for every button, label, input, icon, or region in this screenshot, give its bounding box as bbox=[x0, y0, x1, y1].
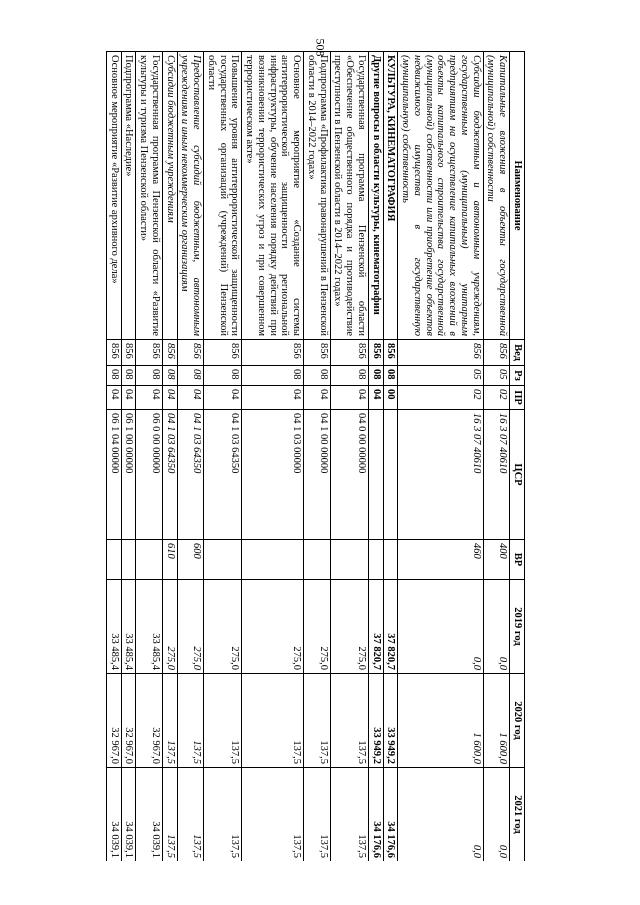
cell-rz: 05 bbox=[398, 366, 483, 386]
cell-y2019: 275,0 bbox=[204, 580, 242, 674]
cell-csr: 06 1 00 00000 bbox=[121, 410, 136, 540]
cell-vr bbox=[242, 540, 304, 580]
cell-pr: 04 bbox=[330, 386, 368, 410]
cell-ved: 856 bbox=[398, 340, 483, 366]
cell-name: Субсидии бюджетным учреждениям bbox=[163, 52, 178, 340]
cell-vr bbox=[107, 540, 122, 580]
cell-y2020: 137,5 bbox=[242, 674, 304, 768]
cell-y2020: 32 967,0 bbox=[107, 674, 122, 768]
cell-vr: 600 bbox=[177, 540, 204, 580]
cell-y2019: 33 485,4 bbox=[121, 580, 136, 674]
cell-name: Подпрограмма «Профилактика правонарушений в Пензенской области в 2014–2022 годах» bbox=[304, 52, 331, 340]
page-number: 508 bbox=[313, 38, 328, 57]
table-header-row bbox=[510, 52, 525, 862]
cell-y2020: 137,5 bbox=[330, 674, 368, 768]
cell-y2021: 137,5 bbox=[242, 768, 304, 862]
cell-csr: 06 0 00 00000 bbox=[136, 410, 163, 540]
cell-y2020: 1 600,0 bbox=[483, 674, 510, 768]
cell-name: Капитальные вложения в объекты государственной (муниципальной) собственности bbox=[483, 52, 510, 340]
cell-pr: 04 bbox=[163, 386, 178, 410]
cell-vr bbox=[121, 540, 136, 580]
cell-y2019: 0,0 bbox=[398, 580, 483, 674]
cell-vr bbox=[383, 540, 398, 580]
table-row bbox=[330, 52, 368, 862]
cell-y2019: 37 820,7 bbox=[383, 580, 398, 674]
cell-y2020: 32 967,0 bbox=[121, 674, 136, 768]
cell-rz: 05 bbox=[483, 366, 510, 386]
table-row bbox=[242, 52, 304, 862]
cell-name: Государственная программа Пензенской области «Обеспечение общественного порядка и противодействие преступности в Пензенской области в 2014–2022 годах» bbox=[330, 52, 368, 340]
cell-rz: 08 bbox=[121, 366, 136, 386]
cell-rz: 08 bbox=[369, 366, 384, 386]
cell-rz: 08 bbox=[330, 366, 368, 386]
table-row bbox=[204, 52, 242, 862]
cell-name: Основное мероприятие «Развитие архивного дела» bbox=[107, 52, 122, 340]
cell-name: Подпрограмма «Наследие» bbox=[121, 52, 136, 340]
cell-csr bbox=[383, 410, 398, 540]
cell-csr: 04 1 00 00000 bbox=[304, 410, 331, 540]
cell-rz: 08 bbox=[383, 366, 398, 386]
cell-pr: 04 bbox=[204, 386, 242, 410]
cell-pr: 04 bbox=[121, 386, 136, 410]
cell-y2020: 137,5 bbox=[177, 674, 204, 768]
cell-ved: 856 bbox=[163, 340, 178, 366]
cell-y2019: 0,0 bbox=[483, 580, 510, 674]
cell-name: Предоставление субсидий бюджетным, автономным учреждениям и иным некоммерческим организациям bbox=[177, 52, 204, 340]
cell-y2021: 34 176,6 bbox=[383, 768, 398, 862]
cell-y2021: 137,5 bbox=[204, 768, 242, 862]
table-container bbox=[90, 51, 525, 861]
cell-y2020: 33 949,2 bbox=[383, 674, 398, 768]
cell-vr bbox=[204, 540, 242, 580]
cell-y2019: 275,0 bbox=[304, 580, 331, 674]
cell-csr: 04 0 00 00000 bbox=[330, 410, 368, 540]
cell-vr bbox=[304, 540, 331, 580]
table-row bbox=[177, 52, 204, 862]
cell-ved: 856 bbox=[107, 340, 122, 366]
cell-rz: 08 bbox=[107, 366, 122, 386]
cell-y2019: 37 820,7 bbox=[369, 580, 384, 674]
cell-pr: 04 bbox=[242, 386, 304, 410]
cell-csr: 04 1 03 64350 bbox=[204, 410, 242, 540]
cell-name: Субсидии бюджетным и автономным учреждениям, государственным (муниципальным) унитарным предприятиям на осуществление капитальных вложений в объекты капитального строительства государственной (муниципальной) собственности или приобретение объектов недвижимого имущества в государственную (муниципальную) собственность bbox=[398, 52, 483, 340]
cell-y2020: 137,5 bbox=[204, 674, 242, 768]
cell-csr: 04 1 03 00000 bbox=[242, 410, 304, 540]
cell-pr: 04 bbox=[304, 386, 331, 410]
cell-y2021: 34 039,1 bbox=[121, 768, 136, 862]
header-ved: Вед bbox=[510, 340, 525, 366]
cell-y2021: 34 039,1 bbox=[107, 768, 122, 862]
cell-name: КУЛЬТУРА, КИНЕМАТОГРАФИЯ bbox=[383, 52, 398, 340]
cell-pr: 02 bbox=[483, 386, 510, 410]
cell-pr: 04 bbox=[136, 386, 163, 410]
header-csr: ЦСР bbox=[510, 410, 525, 540]
cell-y2019: 275,0 bbox=[177, 580, 204, 674]
table-body bbox=[107, 52, 510, 862]
cell-y2019: 275,0 bbox=[163, 580, 178, 674]
cell-ved: 856 bbox=[369, 340, 384, 366]
header-rz: Рз bbox=[510, 366, 525, 386]
cell-pr: 04 bbox=[177, 386, 204, 410]
header-name: Наименование bbox=[510, 52, 525, 340]
cell-y2021: 0,0 bbox=[483, 768, 510, 862]
table-row bbox=[304, 52, 331, 862]
cell-y2020: 33 949,2 bbox=[369, 674, 384, 768]
cell-y2019: 33 485,4 bbox=[136, 580, 163, 674]
cell-csr bbox=[369, 410, 384, 540]
header-2021: 2021 год bbox=[510, 768, 525, 862]
cell-ved: 856 bbox=[383, 340, 398, 366]
cell-rz: 08 bbox=[304, 366, 331, 386]
cell-vr: 610 bbox=[163, 540, 178, 580]
cell-csr: 04 1 03 64350 bbox=[163, 410, 178, 540]
cell-y2021: 137,5 bbox=[163, 768, 178, 862]
cell-pr: 04 bbox=[369, 386, 384, 410]
cell-y2019: 33 485,4 bbox=[107, 580, 122, 674]
cell-pr: 04 bbox=[107, 386, 122, 410]
cell-y2021: 34 039,1 bbox=[136, 768, 163, 862]
cell-y2021: 137,5 bbox=[330, 768, 368, 862]
cell-csr: 04 1 03 64350 bbox=[177, 410, 204, 540]
header-pr: ПР bbox=[510, 386, 525, 410]
table-row bbox=[369, 52, 384, 862]
cell-vr: 460 bbox=[398, 540, 483, 580]
cell-name: Повышение уровня антитеррористической защищенности государственных организаций (учреждений) Пензенской области bbox=[204, 52, 242, 340]
cell-csr: 16 3 07 40610 bbox=[483, 410, 510, 540]
rotated-table-area bbox=[90, 51, 525, 861]
cell-y2019: 275,0 bbox=[242, 580, 304, 674]
cell-y2020: 1 600,0 bbox=[398, 674, 483, 768]
cell-rz: 08 bbox=[177, 366, 204, 386]
table-row bbox=[107, 52, 122, 862]
header-2020: 2020 год bbox=[510, 674, 525, 768]
cell-rz: 08 bbox=[242, 366, 304, 386]
cell-rz: 08 bbox=[204, 366, 242, 386]
cell-csr: 06 1 04 00000 bbox=[107, 410, 122, 540]
cell-y2021: 0,0 bbox=[398, 768, 483, 862]
cell-vr bbox=[369, 540, 384, 580]
cell-name: Другие вопросы в области культуры, кинематографии bbox=[369, 52, 384, 340]
cell-y2021: 137,5 bbox=[304, 768, 331, 862]
table-row bbox=[383, 52, 398, 862]
header-2019: 2019 год bbox=[510, 580, 525, 674]
cell-ved: 856 bbox=[177, 340, 204, 366]
cell-ved: 856 bbox=[204, 340, 242, 366]
cell-name: Основное мероприятие «Создание системы антитеррористической защищенности региональной инфраструктуры, обучение населения порядку действий при возникновении террористических угроз и при совершенном террористическом акте» bbox=[242, 52, 304, 340]
table-row bbox=[136, 52, 163, 862]
cell-vr bbox=[136, 540, 163, 580]
cell-rz: 08 bbox=[136, 366, 163, 386]
cell-ved: 856 bbox=[242, 340, 304, 366]
cell-vr bbox=[330, 540, 368, 580]
cell-ved: 856 bbox=[304, 340, 331, 366]
cell-ved: 856 bbox=[483, 340, 510, 366]
cell-name: Государственная программа Пензенской области «Развитие культуры и туризма Пензенской области» bbox=[136, 52, 163, 340]
table-row bbox=[398, 52, 483, 862]
table-row bbox=[121, 52, 136, 862]
table-row bbox=[163, 52, 178, 862]
cell-y2020: 137,5 bbox=[163, 674, 178, 768]
cell-y2021: 137,5 bbox=[177, 768, 204, 862]
cell-pr: 02 bbox=[398, 386, 483, 410]
cell-ved: 856 bbox=[121, 340, 136, 366]
cell-y2021: 34 176,6 bbox=[369, 768, 384, 862]
table-row bbox=[483, 52, 510, 862]
cell-y2020: 137,5 bbox=[304, 674, 331, 768]
budget-table bbox=[106, 51, 525, 861]
cell-ved: 856 bbox=[330, 340, 368, 366]
cell-pr: 00 bbox=[383, 386, 398, 410]
cell-y2019: 275,0 bbox=[330, 580, 368, 674]
cell-ved: 856 bbox=[136, 340, 163, 366]
cell-rz: 08 bbox=[163, 366, 178, 386]
cell-csr: 16 3 07 40610 bbox=[398, 410, 483, 540]
cell-y2020: 32 967,0 bbox=[136, 674, 163, 768]
cell-vr: 400 bbox=[483, 540, 510, 580]
header-vr: ВР bbox=[510, 540, 525, 580]
